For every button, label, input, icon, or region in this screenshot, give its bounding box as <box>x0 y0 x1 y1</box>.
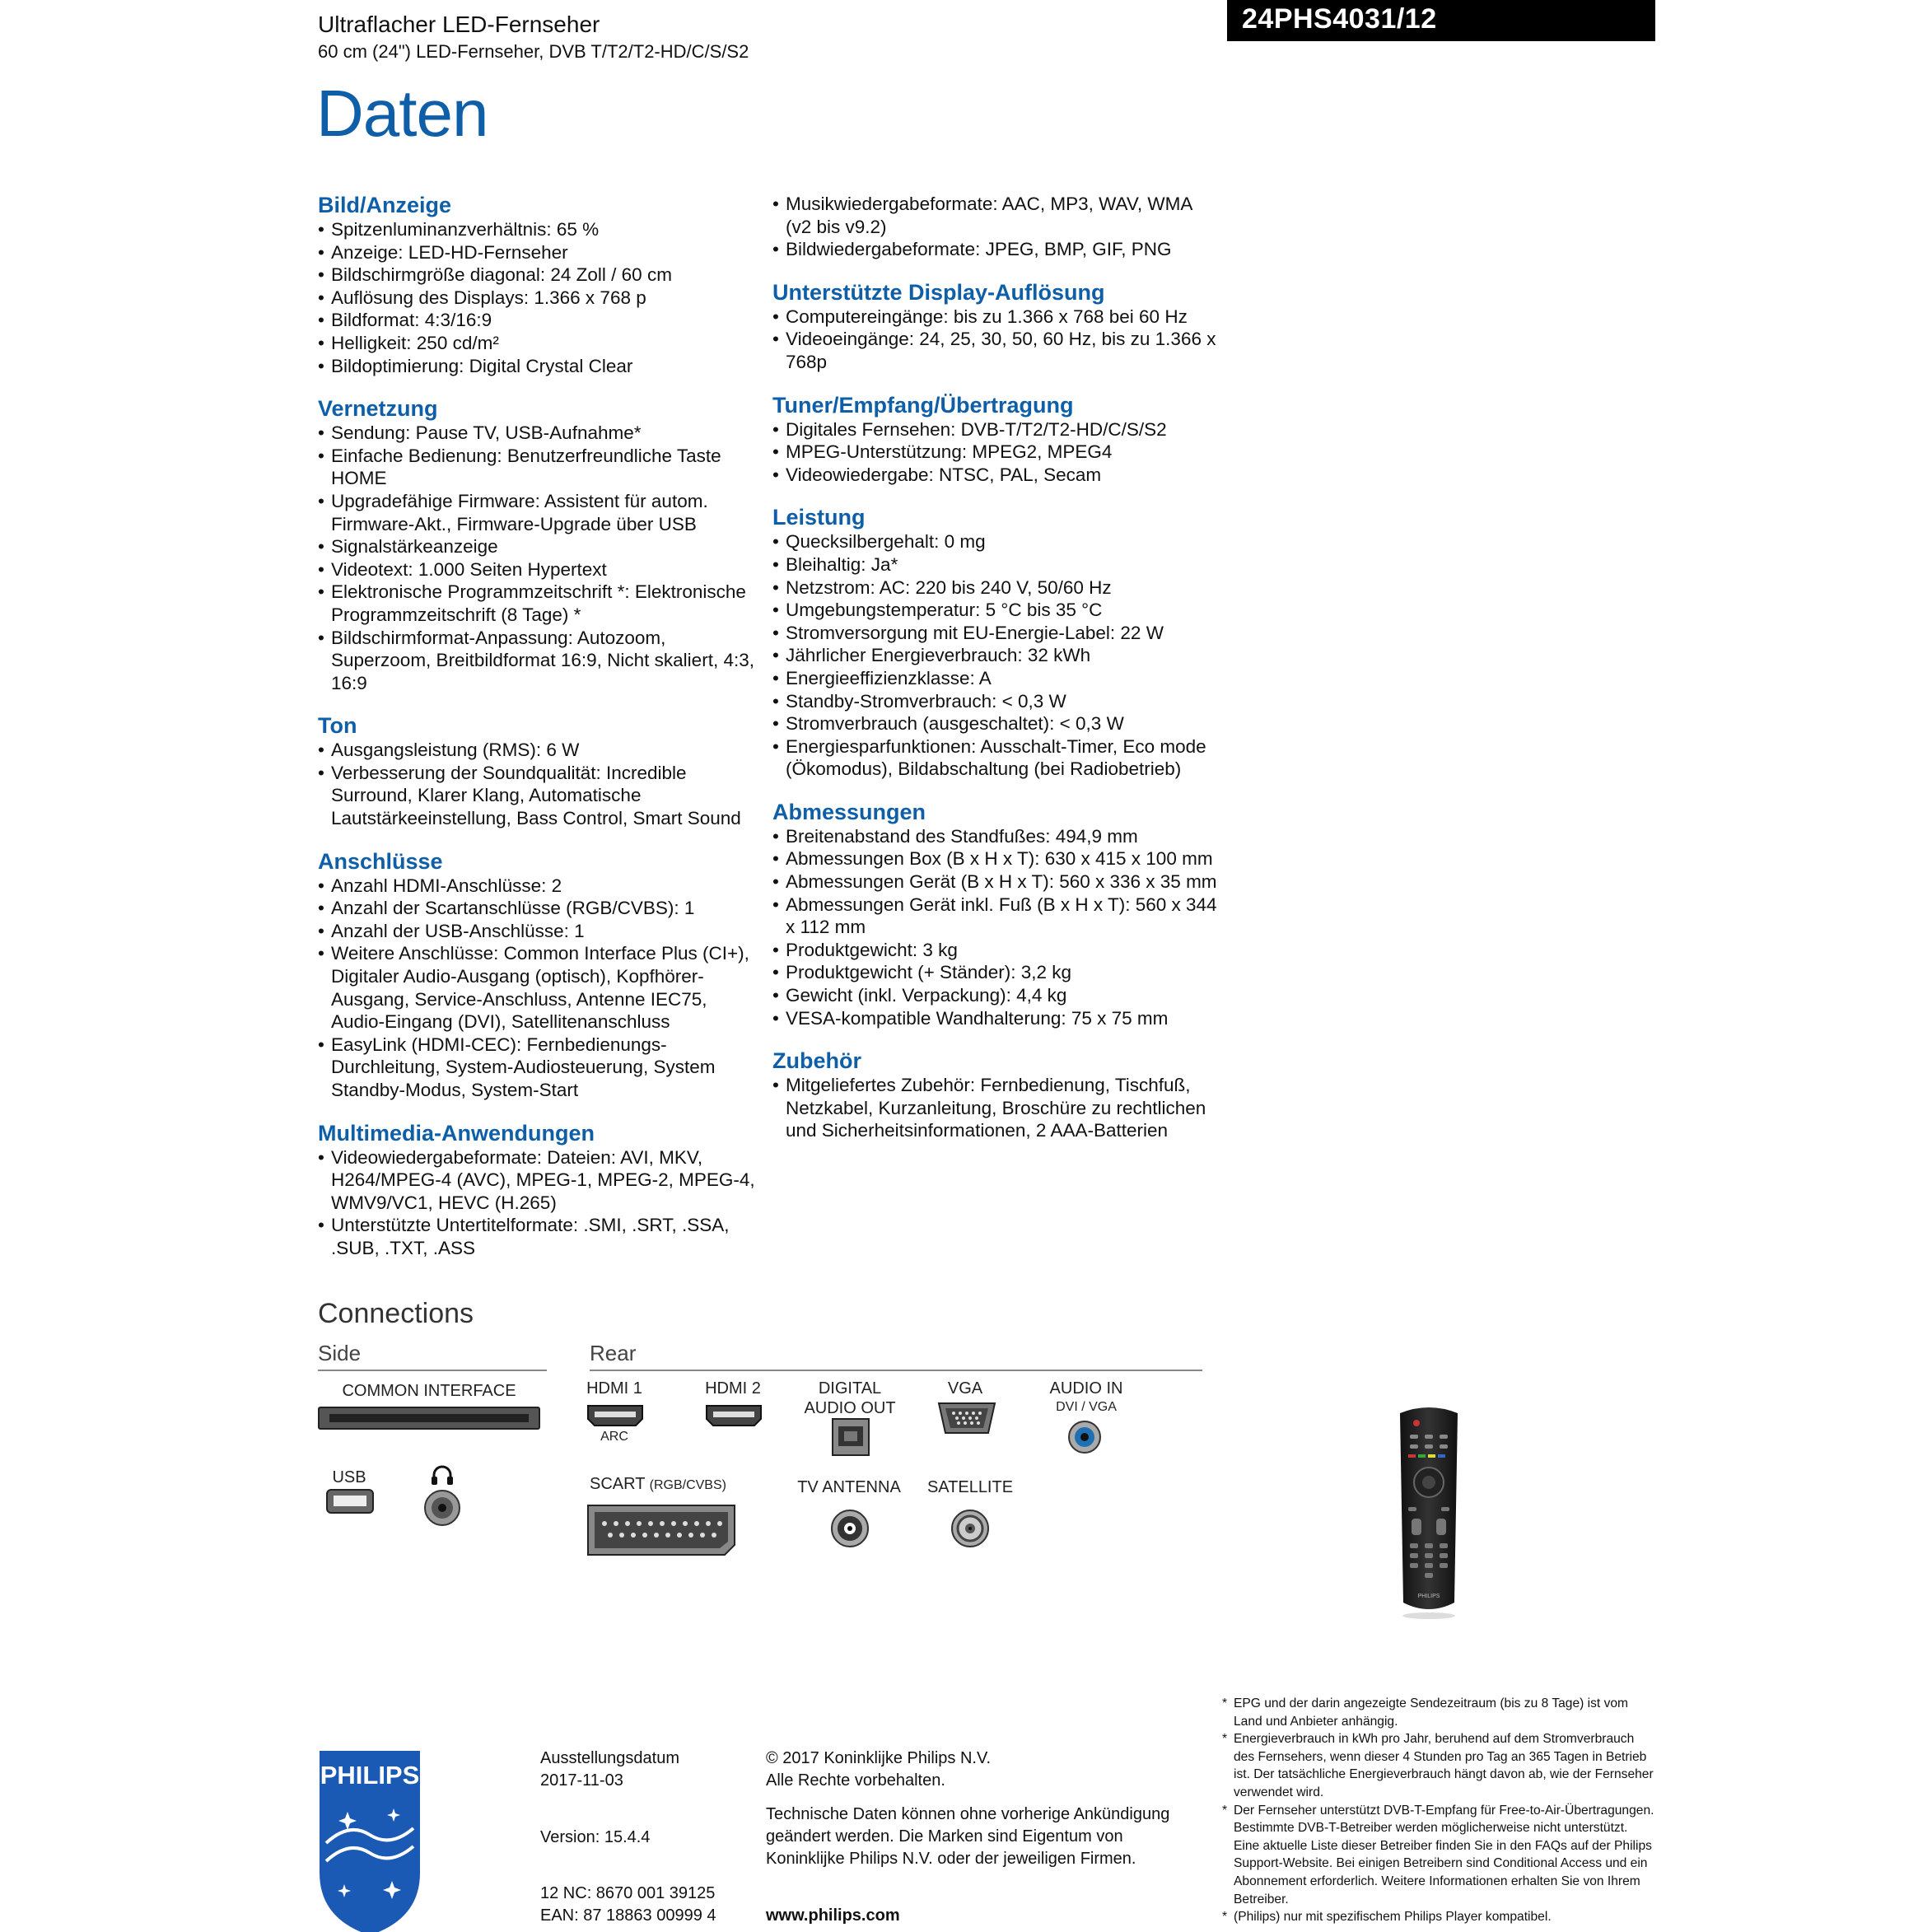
spec-item: • Computereingänge: bis zu 1.366 x 768 bei 60 Hz <box>772 306 1217 329</box>
product-title: Ultraflacher LED-Fernseher <box>318 12 600 37</box>
satellite-port-icon <box>950 1509 990 1552</box>
satellite-label: SATELLITE <box>926 1478 1014 1496</box>
spec-list <box>772 1074 1217 1142</box>
spec-section-title: Zubehör <box>772 1048 861 1074</box>
spec-item: • Bildschirmgröße diagonal: 24 Zoll / 60 cm <box>318 264 763 287</box>
spec-section-title: Bild/Anzeige <box>318 193 452 217</box>
scart-label-sub: (RGB/CVBS) <box>649 1478 726 1492</box>
spec-list <box>772 306 1217 374</box>
spec-section-title: Unterstützte Display-Auflösung <box>772 279 1105 305</box>
digital-audio-out-label-line1: DIGITAL <box>818 1379 882 1398</box>
common-interface-slot-icon <box>318 1407 540 1434</box>
tv-antenna-label: TV ANTENNA <box>797 1478 901 1496</box>
common-interface-label: COMMON INTERFACE <box>342 1382 516 1400</box>
spec-item: • Standby-Stromverbrauch: < 0,3 W <box>772 690 1217 713</box>
spec-item: • VESA-kompatible Wandhalterung: 75 x 75 mm <box>772 1007 1217 1030</box>
vga-label: VGA <box>947 1379 983 1398</box>
spec-item: • Videoeingänge: 24, 25, 30, 50, 60 Hz, bis zu 1.366 x 768p <box>772 328 1217 373</box>
connections-title: Connections <box>318 1298 474 1329</box>
spec-item: • Breitenabstand des Standfußes: 494,9 mm <box>772 825 1217 848</box>
spec-list <box>318 218 763 377</box>
spec-section <box>318 396 763 694</box>
copyright: © 2017 Koninklijke Philips N.V. <box>766 1749 992 1767</box>
spec-item: • Videowiedergabeformate: Dateien: AVI, MKV, H264/MPEG-4 (AVC), MPEG-1, MPEG-2, MPEG-4, WMV9/VC1, HEVC (H.265) <box>318 1146 763 1215</box>
spec-item: • Bildoptimierung: Digital Crystal Clear <box>318 355 763 378</box>
spec-item: • Netzstrom: AC: 220 bis 240 V, 50/60 Hz <box>772 576 1217 600</box>
spec-item: • Bildformat: 4:3/16:9 <box>318 309 763 332</box>
spec-item: • Abmessungen Box (B x H x T): 630 x 415 x 100 mm <box>772 847 1217 870</box>
spec-item: • Einfache Bedienung: Benutzerfreundliche Taste HOME <box>318 445 763 490</box>
spec-item: • Videowiedergabe: NTSC, PAL, Secam <box>772 464 1217 487</box>
hdmi1-arc-label: ARC <box>600 1430 628 1444</box>
rear-label: Rear <box>590 1341 637 1365</box>
remote-brand-text: PHILIPS <box>1417 1594 1440 1599</box>
spec-item: • Stromversorgung mit EU-Energie-Label: 22 W <box>772 622 1217 645</box>
spec-section <box>772 393 1217 487</box>
spec-list <box>318 422 763 694</box>
page-heading: Daten <box>316 77 488 150</box>
usb-label: USB <box>332 1468 366 1486</box>
footnote: * Der Fernseher unterstützt DVB-T-Empfang für Free-to-Air-Übertragungen. Bestimmte DVB-T-Betreiber werden möglicherweise nicht unterstützt. Eine aktuelle Liste dieser Betreiber finden Sie in den FAQs auf der Philips Support-Website. Bei einigen Betreibern sind Conditional Access und ein Abonnement erforderlich. Weitere Informationen erhalten Sie von Ihrem Betreiber. <box>1222 1802 1655 1909</box>
ean-number: EAN: 87 18863 00999 4 <box>540 1906 716 1925</box>
spec-list <box>772 825 1217 1029</box>
spec-item: • Anzahl der Scartanschlüsse (RGB/CVBS): 1 <box>318 897 763 920</box>
vga-port-icon <box>937 1402 996 1439</box>
tv-antenna-port-icon <box>830 1509 870 1552</box>
footnote: * EPG und der darin angezeigte Sendezeitraum (bis zu 8 Tage) ist vom Land und Anbieter anhängig. <box>1222 1695 1655 1730</box>
spec-item: • Produktgewicht (+ Ständer): 3,2 kg <box>772 961 1217 984</box>
spec-section <box>318 1121 763 1260</box>
spec-item: • Musikwiedergabeformate: AAC, MP3, WAV, WMA (v2 bis v9.2) <box>772 193 1217 238</box>
model-number-bar <box>1227 0 1655 41</box>
rights-reserved: Alle Rechte vorbehalten. <box>766 1771 945 1790</box>
spec-item: • Mitgeliefertes Zubehör: Fernbedienung, Tischfuß, Netzkabel, Kurzanleitung, Broschüre zu rechtlichen und Sicherheitsinformationen, 2 AAA-Batterien <box>772 1074 1217 1142</box>
spec-item: • Energieeffizienzklasse: A <box>772 667 1217 690</box>
spec-item: • Bildwiedergabeformate: JPEG, BMP, GIF, PNG <box>772 238 1217 261</box>
spec-list <box>772 530 1217 781</box>
side-divider <box>318 1370 547 1371</box>
spec-section-title: Ton <box>318 713 357 739</box>
hdmi1-port-icon <box>586 1404 644 1431</box>
remote-control-image <box>1392 1405 1466 1625</box>
hdmi2-port-icon <box>705 1404 763 1431</box>
spec-item: • Quecksilbergehalt: 0 mg <box>772 530 1217 553</box>
footnotes <box>1222 1695 1655 1926</box>
headphone-jack-icon <box>423 1489 461 1531</box>
spec-section-title: Abmessungen <box>772 799 926 824</box>
spec-item: • Verbesserung der Soundqualität: Incredible Surround, Klarer Klang, Automatische Lautstärkeeinstellung, Bass Control, Smart Sound <box>318 762 763 830</box>
scart-label <box>590 1474 738 1496</box>
hdmi2-label: HDMI 2 <box>705 1379 761 1398</box>
spec-item: • Umgebungstemperatur: 5 °C bis 35 °C <box>772 599 1217 622</box>
spec-list <box>318 875 763 1102</box>
philips-logo <box>316 1749 423 1932</box>
spec-item: • Anzahl der USB-Anschlüsse: 1 <box>318 920 763 943</box>
website-link[interactable]: www.philips.com <box>766 1906 900 1925</box>
spec-item: • Abmessungen Gerät (B x H x T): 560 x 336 x 35 mm <box>772 870 1217 894</box>
spec-item: • Ausgangsleistung (RMS): 6 W <box>318 739 763 762</box>
spec-list <box>318 1146 763 1260</box>
spec-item: • Anzahl HDMI-Anschlüsse: 2 <box>318 875 763 898</box>
spec-item: • Gewicht (inkl. Verpackung): 4,4 kg <box>772 984 1217 1007</box>
spec-section-title: Leistung <box>772 505 866 530</box>
spec-item: • Digitales Fernsehen: DVB-T/T2/T2-HD/C/S/S2 <box>772 418 1217 441</box>
spec-section <box>772 193 1217 261</box>
spec-list <box>318 739 763 829</box>
spec-section <box>318 193 763 377</box>
spec-list <box>772 418 1217 487</box>
spec-section <box>772 1048 1217 1142</box>
specs-right-column <box>772 193 1217 1142</box>
rear-divider <box>590 1370 1202 1371</box>
spec-item: • Elektronische Programmzeitschrift *: Elektronische Programmzeitschrift (8 Tage) * <box>318 581 763 626</box>
spec-item: • Anzeige: LED-HD-Fernseher <box>318 241 763 264</box>
spec-item: • Produktgewicht: 3 kg <box>772 939 1217 962</box>
spec-item: • Sendung: Pause TV, USB-Aufnahme* <box>318 422 763 445</box>
spec-item: • Bildschirmformat-Anpassung: Autozoom, Superzoom, Breitbildformat 16:9, Nicht skaliert, 4:3, 16:9 <box>318 627 763 695</box>
spec-section-title: Vernetzung <box>318 396 438 422</box>
hdmi1-label: HDMI 1 <box>586 1379 642 1398</box>
optical-port-icon <box>832 1418 870 1460</box>
legal-notice: Technische Daten können ohne vorherige Ankündigung geändert werden. Die Marken sind Eigentum von Koninklijke Philips N.V. oder der jeweiligen Firmen. <box>766 1805 1170 1868</box>
headphones-icon <box>430 1464 455 1490</box>
version: Version: 15.4.4 <box>540 1828 651 1846</box>
spec-item: • Auflösung des Displays: 1.366 x 768 p <box>318 287 763 310</box>
spec-item: • Unterstützte Untertitelformate: .SMI, .SRT, .SSA, .SUB, .TXT, .ASS <box>318 1214 763 1259</box>
issue-date: 2017-11-03 <box>540 1771 623 1790</box>
spec-item: • Stromverbrauch (ausgeschaltet): < 0,3 W <box>772 712 1217 735</box>
digital-audio-out-label-line2: AUDIO OUT <box>804 1399 896 1417</box>
scart-port-icon <box>586 1504 736 1561</box>
spec-item: • Bleihaltig: Ja* <box>772 553 1217 576</box>
audio-in-sub-label: DVI / VGA <box>1056 1400 1117 1414</box>
spec-section-title: Multimedia-Anwendungen <box>318 1120 595 1146</box>
spec-section <box>772 505 1217 781</box>
specs-left-column <box>318 193 763 1260</box>
nc-number: 12 NC: 8670 001 39125 <box>540 1884 716 1902</box>
spec-section-title: Anschlüsse <box>318 848 443 874</box>
audio-in-jack-icon <box>1067 1420 1102 1458</box>
audio-in-label: AUDIO IN <box>1049 1379 1123 1398</box>
spec-item: • Weitere Anschlüsse: Common Interface Plus (CI+), Digitaler Audio-Ausgang (optisch), Kopfhörer-Ausgang, Service-Anschluss, Antenne IEC75, Audio-Eingang (DVI), Satellitenanschluss <box>318 942 763 1033</box>
spec-item: • Spitzenluminanzverhältnis: 65 % <box>318 218 763 241</box>
spec-section <box>772 280 1217 374</box>
usb-port-icon <box>326 1489 374 1518</box>
footnote: * (Philips) nur mit spezifischem Philips Player kompatibel. <box>1222 1908 1655 1926</box>
side-label: Side <box>318 1341 362 1365</box>
spec-item: • MPEG-Unterstützung: MPEG2, MPEG4 <box>772 441 1217 464</box>
spec-item: • Upgradefähige Firmware: Assistent für autom. Firmware-Akt., Firmware-Upgrade über USB <box>318 490 763 535</box>
spec-item: • EasyLink (HDMI-CEC): Fernbedienungs-Durchleitung, System-Audiosteuerung, System Standby-Modus, System-Start <box>318 1034 763 1102</box>
spec-item: • Energiesparfunktionen: Ausschalt-Timer, Eco mode (Ökomodus), Bildabschaltung (bei Radiobetrieb) <box>772 735 1217 781</box>
spec-item: • Signalstärkeanzeige <box>318 535 763 558</box>
footnote: * Energieverbrauch in kWh pro Jahr, beruhend auf dem Stromverbrauch des Fernsehers, wenn dieser 4 Stunden pro Tag an 365 Tagen in Betrieb ist. Der tatsächliche Energieverbrauch hängt davon ab, wie der Fernseher verwendet wird. <box>1222 1730 1655 1801</box>
spec-section <box>318 713 763 829</box>
product-subtitle: 60 cm (24") LED-Fernseher, DVB T/T2/T2-HD/C/S/S2 <box>318 41 749 62</box>
spec-item: • Jährlicher Energieverbrauch: 32 kWh <box>772 644 1217 667</box>
spec-item: • Helligkeit: 250 cd/m² <box>318 332 763 355</box>
digital-audio-out-label <box>800 1379 899 1418</box>
logo-text: PHILIPS <box>320 1761 420 1790</box>
spec-section-title: Tuner/Empfang/Übertragung <box>772 392 1074 418</box>
spec-item: • Videotext: 1.000 Seiten Hypertext <box>318 558 763 581</box>
spec-section <box>318 849 763 1102</box>
spec-item: • Abmessungen Gerät inkl. Fuß (B x H x T): 560 x 344 x 112 mm <box>772 894 1217 939</box>
spec-list <box>772 193 1217 261</box>
issue-date-label: Ausstellungsdatum <box>540 1749 679 1767</box>
model-number: 24PHS4031/12 <box>1242 3 1437 35</box>
scart-label-main: SCART <box>590 1475 646 1493</box>
spec-section <box>772 800 1217 1029</box>
